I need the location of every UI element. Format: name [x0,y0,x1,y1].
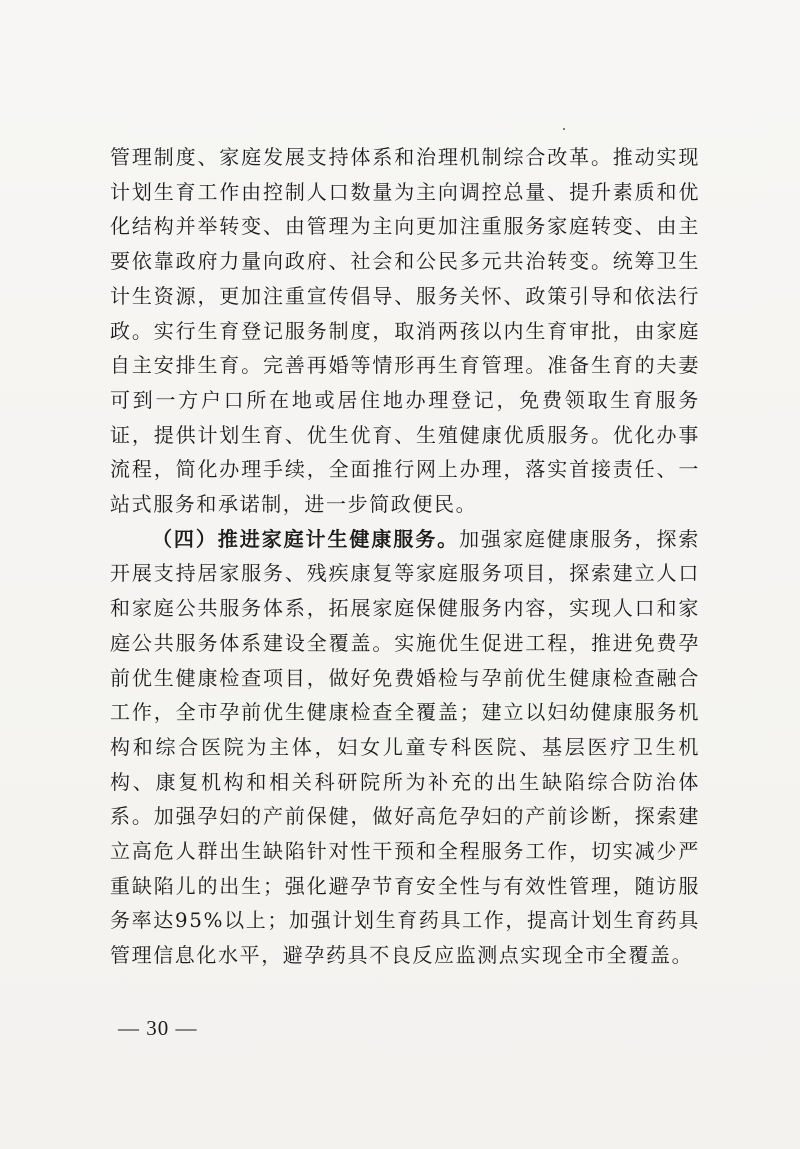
page-number: — 30 — [118,1016,198,1040]
scan-speck [563,128,565,130]
section-heading-4: （四）推进家庭计生健康服务。 [152,526,460,551]
paragraph-1: 管理制度、家庭发展支持体系和治理机制综合改革。推动实现计划生育工作由控制人口数量为主向调控总量、提升素质和优化结构并举转变、由管理为主向更加注重服务家庭转变、由主要依靠政府力量向政府、社会和公民多元共治转变。统筹卫生计生资源，更加注重宣传倡导、服务关怀、政策引导和依法行政。实行生育登记服务制度，取消两孩以内生育审批，由家庭自主安排生育。完善再婚等情形再生育管理。准备生育的夫妻可到一方户口所在地或居住地办理登记，免费领取生育服务证，提供计划生育、优生优育、生殖健康优质服务。优化办事流程，简化办理手续，全面推行网上办理，落实首接责任、一站式服务和承诺制，进一步简政便民。 [110,145,700,517]
paragraph-2-body: 加强家庭健康服务，探索开展支持居家服务、残疾康复等家庭服务项目，探索建立人口和家庭公共服务体系，拓展家庭保健服务内容，实现人口和家庭公共服务体系建设全覆盖。实施优生促进工程，推进免费孕前优生健康检查项目，做好免费婚检与孕前优生健康检查融合工作，全市孕前优生健康检查全覆盖；建立以妇幼健康服务机构和综合医院为主体，妇女儿童专科医院、基层医疗卫生机构、康复机构和相关科研院所为补充的出生缺陷综合防治体系。加强孕妇的产前保健，做好高危孕妇的产前诊断，探索建立高危人群出生缺陷针对性干预和全程服务工作，切实减少严重缺陷儿的出生；强化避孕节育安全性与有效性管理，随访服务率达95%以上；加强计划生育药具工作，提高计划生育药具管理信息化水平，避孕药具不良反应监测点实现全市全覆盖。 [110,526,700,968]
body-text [110,140,700,973]
paragraph-2 [110,522,700,973]
